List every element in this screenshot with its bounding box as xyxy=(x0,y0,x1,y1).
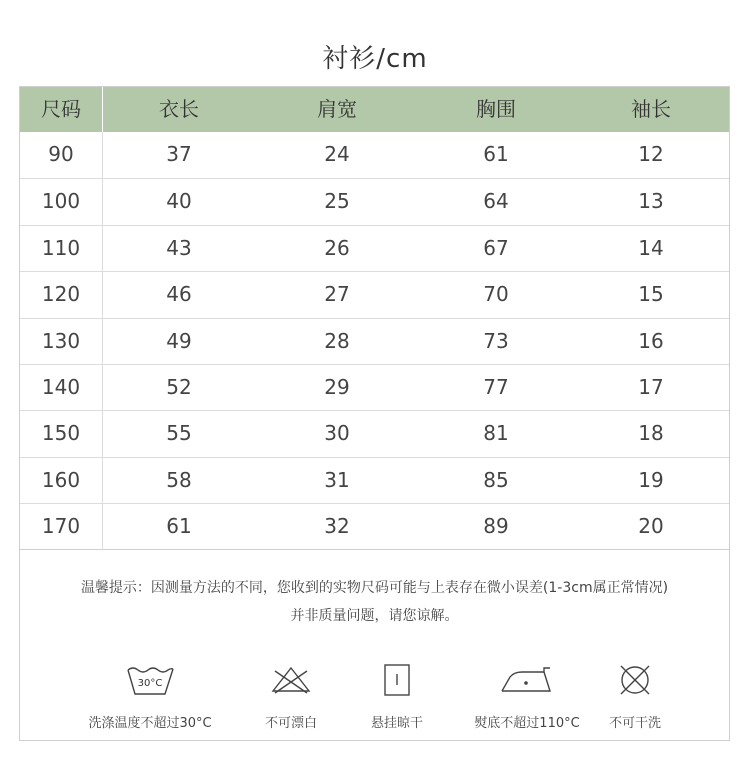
table-cell: 40 xyxy=(166,189,192,214)
table-cell: 46 xyxy=(166,282,192,307)
table-cell: 32 xyxy=(324,514,350,539)
care-label: 不可干洗 xyxy=(608,716,661,731)
table-cell: 55 xyxy=(166,421,192,446)
no-dry-clean-icon xyxy=(560,662,710,698)
care-item-wash xyxy=(75,662,225,731)
table-cell: 61 xyxy=(166,514,192,539)
table-cell: 58 xyxy=(166,467,192,492)
table-row xyxy=(20,410,729,456)
table-cell: 26 xyxy=(324,235,350,260)
table-cell: 14 xyxy=(638,235,664,260)
wash-temp-text: 30°C xyxy=(137,678,163,689)
header-size: 尺码 xyxy=(20,87,103,132)
table-cell: 43 xyxy=(166,235,192,260)
table-cell: 37 xyxy=(166,142,192,166)
table-cell: 27 xyxy=(324,282,350,307)
table-cell: 15 xyxy=(638,282,664,307)
wash-30-icon xyxy=(75,662,225,698)
table-cell: 19 xyxy=(638,467,664,492)
table-cell: 28 xyxy=(324,328,350,353)
table-cell: 77 xyxy=(483,374,509,399)
header-length: 衣长 xyxy=(159,97,199,121)
table-cell: 120 xyxy=(20,272,103,317)
care-label: 悬挂晾干 xyxy=(370,716,423,731)
page-title: 衬衫/cm xyxy=(322,44,428,74)
table-cell: 29 xyxy=(324,374,350,399)
table-cell: 16 xyxy=(638,328,664,353)
table-cell: 70 xyxy=(483,282,509,307)
table-cell: 140 xyxy=(20,365,103,410)
care-item-no-dry-clean xyxy=(560,662,710,731)
table-cell: 61 xyxy=(483,142,509,166)
table-cell: 90 xyxy=(20,132,103,178)
table-cell: 25 xyxy=(324,189,350,214)
size-table xyxy=(19,86,730,550)
care-item-hang-dry xyxy=(322,662,472,731)
care-label: 熨底不超过110°C xyxy=(474,716,580,731)
table-cell: 73 xyxy=(483,328,509,353)
table-cell: 81 xyxy=(483,421,509,446)
table-row xyxy=(20,457,729,503)
care-label: 不可漂白 xyxy=(264,716,317,731)
header-chest: 胸围 xyxy=(476,97,516,121)
table-cell: 24 xyxy=(324,142,350,166)
table-cell: 20 xyxy=(638,514,664,539)
table-cell: 52 xyxy=(166,374,192,399)
table-cell: 31 xyxy=(324,467,350,492)
table-row xyxy=(20,503,729,549)
table-cell: 12 xyxy=(638,142,664,166)
table-cell: 85 xyxy=(483,467,509,492)
table-row xyxy=(20,132,729,178)
tip-line-2: 并非质量问题，请您谅解。 xyxy=(290,608,459,624)
care-panel xyxy=(19,550,730,741)
table-cell: 30 xyxy=(324,421,350,446)
table-cell: 150 xyxy=(20,411,103,456)
header-sleeve: 袖长 xyxy=(631,97,671,121)
table-cell: 170 xyxy=(20,504,103,549)
table-row xyxy=(20,225,729,271)
care-label: 洗涤温度不超过30°C xyxy=(88,716,212,731)
table-header xyxy=(20,87,729,132)
table-body xyxy=(20,132,729,550)
table-cell: 67 xyxy=(483,235,509,260)
table-row xyxy=(20,318,729,364)
table-cell: 89 xyxy=(483,514,509,539)
table-cell: 130 xyxy=(20,319,103,364)
table-row xyxy=(20,271,729,317)
table-cell: 110 xyxy=(20,226,103,271)
hang-dry-icon xyxy=(322,662,472,698)
tip-line-1: 温馨提示：因测量方法的不同，您收到的实物尺码可能与上表存在微小误差(1-3cm属正常情况) xyxy=(80,580,669,596)
size-tip xyxy=(20,574,729,630)
table-cell: 64 xyxy=(483,189,509,214)
table-cell: 100 xyxy=(20,179,103,224)
table-row xyxy=(20,178,729,224)
table-cell: 18 xyxy=(638,421,664,446)
header-shoulder: 肩宽 xyxy=(317,97,357,121)
table-cell: 160 xyxy=(20,458,103,503)
table-cell: 17 xyxy=(638,374,664,399)
table-row xyxy=(20,364,729,410)
table-cell: 13 xyxy=(638,189,664,214)
table-cell: 49 xyxy=(166,328,192,353)
